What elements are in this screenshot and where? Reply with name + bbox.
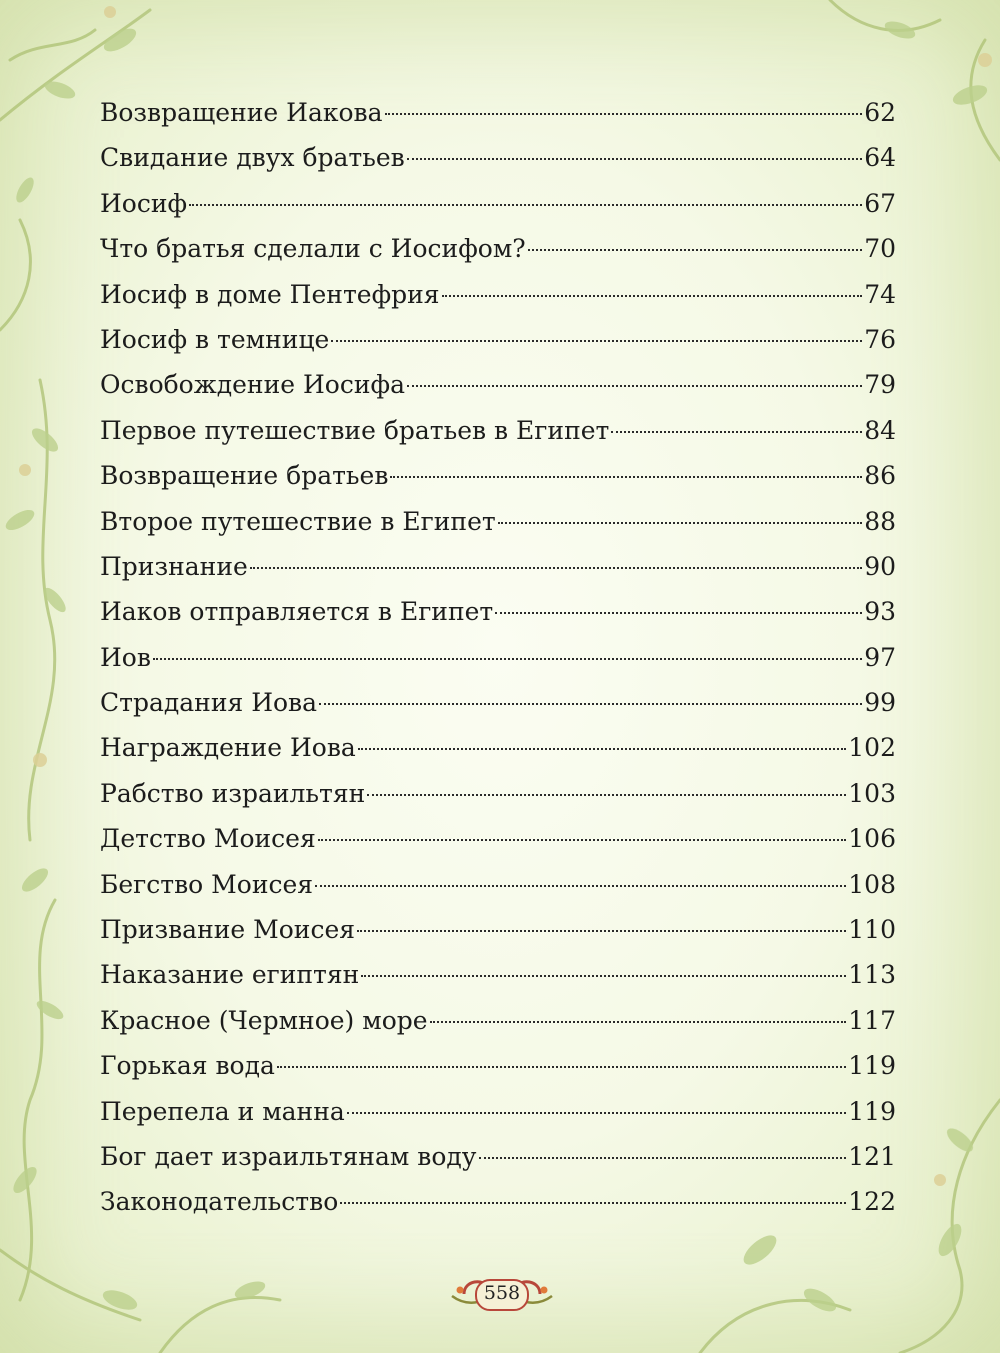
toc-entry-page: 102: [848, 733, 896, 763]
toc-dot-leader: [277, 1066, 846, 1068]
toc-entry-title: Иаков отправляется в Египет: [100, 597, 494, 627]
toc-dot-leader: [498, 522, 862, 524]
toc-entry-title: Законодательство: [100, 1187, 339, 1217]
toc-entry-title: Детство Моисея: [100, 824, 316, 854]
toc-entry-title: Награждение Иова: [100, 733, 356, 763]
toc-entry[interactable]: [100, 725, 896, 770]
toc-entry[interactable]: [100, 771, 896, 816]
toc-dot-leader: [361, 975, 846, 977]
toc-entry[interactable]: [100, 1179, 896, 1224]
toc-entry-page: 110: [848, 915, 896, 945]
toc-dot-leader: [407, 385, 862, 387]
toc-entry-page: 117: [848, 1005, 896, 1035]
toc-entry-page: 119: [848, 1051, 896, 1081]
toc-entry-page: 79: [864, 370, 896, 400]
toc-entry-title: Рабство израильтян: [100, 778, 366, 808]
toc-dot-leader: [318, 839, 847, 841]
toc-entry-title: Первое путешествие братьев в Египет: [100, 415, 610, 445]
toc-entry-page: 76: [864, 324, 896, 354]
toc-entry-page: 93: [864, 597, 896, 627]
toc-dot-leader: [357, 930, 846, 932]
toc-entry-page: 88: [864, 506, 896, 536]
toc-entry-page: 84: [864, 415, 896, 445]
toc-dot-leader: [611, 431, 862, 433]
toc-dot-leader: [495, 612, 862, 614]
toc-entry[interactable]: [100, 453, 896, 498]
toc-entry-page: 70: [864, 234, 896, 264]
toc-entry-title: Признание: [100, 551, 248, 581]
toc-dot-leader: [385, 113, 863, 115]
toc-entry-title: Красное (Чермное) море: [100, 1005, 428, 1035]
page-number: 558: [483, 1282, 521, 1304]
toc-entry-title: Горькая вода: [100, 1051, 275, 1081]
toc-entry[interactable]: [100, 998, 896, 1043]
toc-entry[interactable]: [100, 90, 896, 135]
toc-entry-page: 103: [848, 778, 896, 808]
table-of-contents: [100, 90, 896, 1225]
toc-entry-title: Освобождение Иосифа: [100, 370, 405, 400]
toc-entry[interactable]: [100, 862, 896, 907]
toc-entry[interactable]: [100, 816, 896, 861]
toc-entry-page: 86: [864, 461, 896, 491]
toc-entry-page: 106: [848, 824, 896, 854]
toc-entry-title: Иосиф: [100, 188, 188, 218]
toc-entry-title: Иосиф в темнице: [100, 324, 330, 354]
toc-entry-title: Возвращение братьев: [100, 461, 389, 491]
toc-entry[interactable]: [100, 499, 896, 544]
toc-entry-title: Перепела и манна: [100, 1096, 345, 1126]
toc-entry-page: 113: [848, 960, 896, 990]
toc-entry-page: 90: [864, 551, 896, 581]
page-number-badge: [450, 1272, 554, 1316]
toc-entry-page: 97: [864, 642, 896, 672]
toc-dot-leader: [358, 748, 846, 750]
toc-entry-title: Призвание Моисея: [100, 915, 356, 945]
toc-entry-page: 122: [848, 1187, 896, 1217]
toc-dot-leader: [479, 1157, 847, 1159]
toc-dot-leader: [331, 340, 862, 342]
toc-entry-title: Свидание двух братьев: [100, 143, 405, 173]
toc-entry-title: Бегство Моисея: [100, 869, 314, 899]
toc-entry-title: Что братья сделали с Иосифом?: [100, 234, 526, 264]
toc-dot-leader: [340, 1202, 846, 1204]
toc-entry[interactable]: [100, 362, 896, 407]
toc-entry-title: Иов: [100, 642, 151, 672]
toc-dot-leader: [347, 1112, 847, 1114]
toc-entry[interactable]: [100, 1134, 896, 1179]
toc-entry-title: Страдания Иова: [100, 688, 318, 718]
toc-entry[interactable]: [100, 544, 896, 589]
toc-entry-title: Наказание египтян: [100, 960, 360, 990]
toc-entry-page: 64: [864, 143, 896, 173]
toc-entry-title: Второе путешествие в Египет: [100, 506, 496, 536]
toc-entry-page: 99: [864, 688, 896, 718]
toc-entry[interactable]: [100, 1089, 896, 1134]
toc-dot-leader: [430, 1021, 847, 1023]
toc-entry-page: 62: [864, 98, 896, 127]
toc-entry[interactable]: [100, 135, 896, 180]
toc-entry[interactable]: [100, 1043, 896, 1088]
toc-entry-page: 119: [848, 1096, 896, 1126]
toc-entry[interactable]: [100, 181, 896, 226]
toc-entry-page: 74: [864, 279, 896, 309]
toc-dot-leader: [189, 204, 862, 206]
toc-dot-leader: [442, 295, 863, 297]
toc-entry-title: Бог дает израильтянам воду: [100, 1141, 477, 1171]
toc-entry[interactable]: [100, 408, 896, 453]
toc-entry-page: 67: [864, 188, 896, 218]
toc-entry[interactable]: [100, 226, 896, 271]
toc-entry[interactable]: [100, 952, 896, 997]
toc-dot-leader: [528, 249, 863, 251]
toc-entry-title: Иосиф в доме Пентефрия: [100, 279, 440, 309]
toc-dot-leader: [390, 476, 862, 478]
toc-entry-page: 108: [848, 869, 896, 899]
toc-dot-leader: [367, 794, 846, 796]
toc-entry[interactable]: [100, 635, 896, 680]
toc-entry[interactable]: [100, 589, 896, 634]
toc-entry[interactable]: [100, 317, 896, 362]
toc-dot-leader: [319, 703, 862, 705]
toc-entry-page: 121: [848, 1141, 896, 1171]
toc-dot-leader: [250, 567, 862, 569]
toc-dot-leader: [315, 885, 846, 887]
toc-dot-leader: [153, 658, 862, 660]
toc-entry[interactable]: [100, 272, 896, 317]
toc-dot-leader: [407, 158, 862, 160]
toc-entry[interactable]: [100, 907, 896, 952]
toc-entry[interactable]: [100, 680, 896, 725]
toc-entry-title: Возвращение Иакова: [100, 98, 383, 127]
